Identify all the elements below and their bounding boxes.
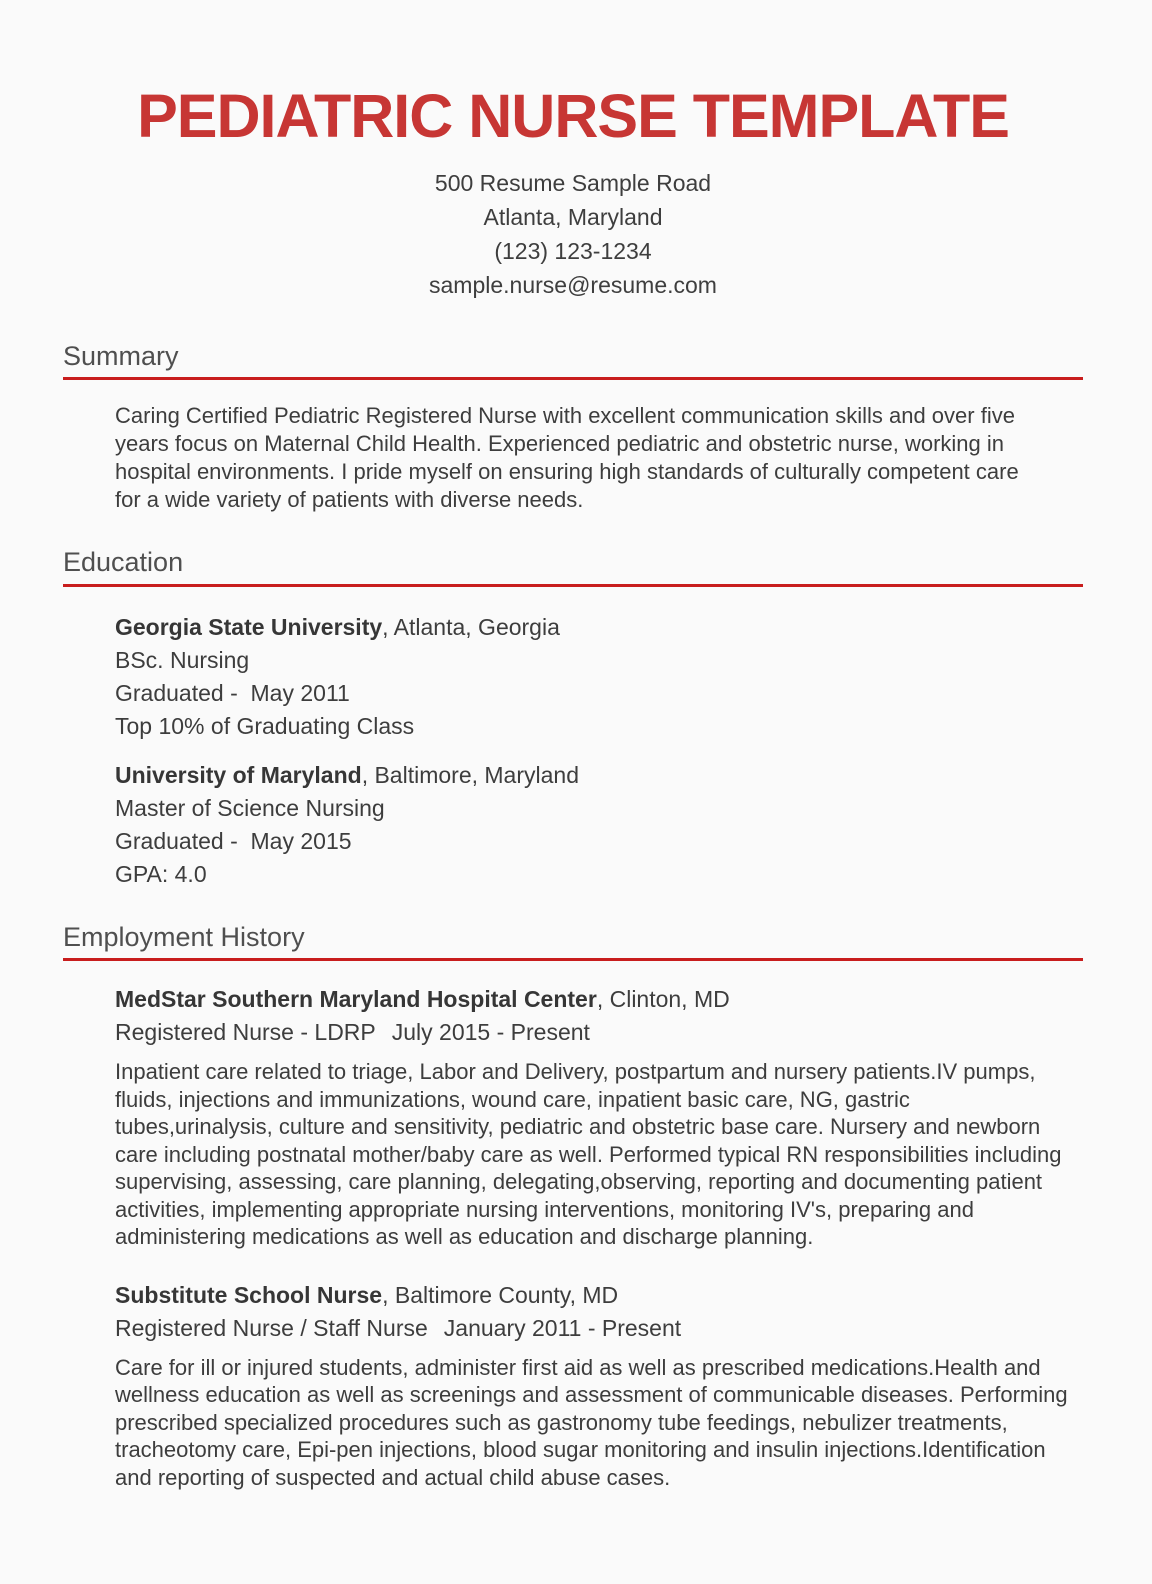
job-entry [115,983,1083,1251]
education-entry [115,611,1083,743]
job-entry [115,1279,1083,1492]
school-location: , Baltimore, Maryland [361,761,579,788]
summary-paragraph: Caring Certified Pediatric Registered Nurse with excellent communication skills and over five years focus on Maternal Child Health. Experienced pediatric and obstetric nurse, working in hospital environments. I pride myself on ensuring high standards of culturally competent care for a wide variety of patients with diverse needs. [115,403,1019,513]
job-entry-title [115,983,1083,1016]
contact-email: sample.nurse@resume.com [429,271,717,298]
company-name: MedStar Southern Maryland Hospital Center [115,986,597,1013]
school-name: University of Maryland [115,761,362,788]
job-entry-title [115,1279,1083,1312]
education-entry-title [115,759,1083,792]
summary-section [63,340,1083,514]
job-role: Registered Nurse - LDRP [115,1019,376,1046]
job-dates: July 2015 - Present [391,1019,590,1046]
job-description: Inpatient care related to triage, Labor and Delivery, postpartum and nursery patients.IV pumps, fluids, injections and immunizations, wound care, inpatient basic care, NG, gastric tubes,urinalysis, culture and sensitivity, pediatric and obstetric base care. Nursery and newborn care including postnatal mother/baby care as well. Performed typical RN responsibilities including supervising, assessing, care planning, delegating,observing, reporting and documenting patient activities, implementing appropriate nursing interventions, monitoring IV's, preparing and administering medications as well as education and discharge planning. [115,1059,1062,1250]
education-graduated: Graduated - May 2015 [115,827,352,854]
education-section [63,546,1083,890]
school-location: , Atlanta, Georgia [382,613,560,640]
contact-phone: (123) 123-1234 [494,237,652,264]
job-subtitle [115,1312,1083,1345]
employment-section [63,921,1083,1491]
job-subtitle [115,1016,1083,1049]
education-graduated: Graduated - May 2011 [115,679,350,706]
education-degree: Master of Science Nursing [115,794,385,821]
company-name: Substitute School Nurse [115,1281,383,1308]
education-honor: Top 10% of Graduating Class [115,712,415,739]
job-description: Care for ill or injured students, administer first aid as well as prescribed medications.Health and wellness education as well as screenings and assessment of communicable diseases. Performing prescribed specialized procedures such as gastronomy tube feedings, nebulizer treatments, tracheotomy care, Epi-pen injections, blood sugar monitoring and insulin injections.Identification and reporting of suspected and actual child abuse cases. [115,1354,1068,1490]
education-entry [115,759,1083,891]
education-gpa: GPA: 4.0 [115,860,207,887]
job-dates: January 2011 - Present [443,1314,682,1341]
contact-address: 500 Resume Sample Road [434,169,712,196]
school-name: Georgia State University [115,613,383,640]
job-role: Registered Nurse / Staff Nurse [115,1314,428,1341]
company-location: , Baltimore County, MD [382,1281,619,1308]
contact-block [63,166,1083,302]
education-degree: BSc. Nursing [115,646,250,673]
employment-heading: Employment History [63,921,1083,961]
education-entry-title [115,611,1083,644]
summary-heading: Summary [63,340,1083,380]
education-heading: Education [63,546,1083,586]
resume-title: PEDIATRIC NURSE TEMPLATE [137,82,1009,150]
contact-city: Atlanta, Maryland [483,203,663,230]
company-location: , Clinton, MD [596,986,730,1013]
